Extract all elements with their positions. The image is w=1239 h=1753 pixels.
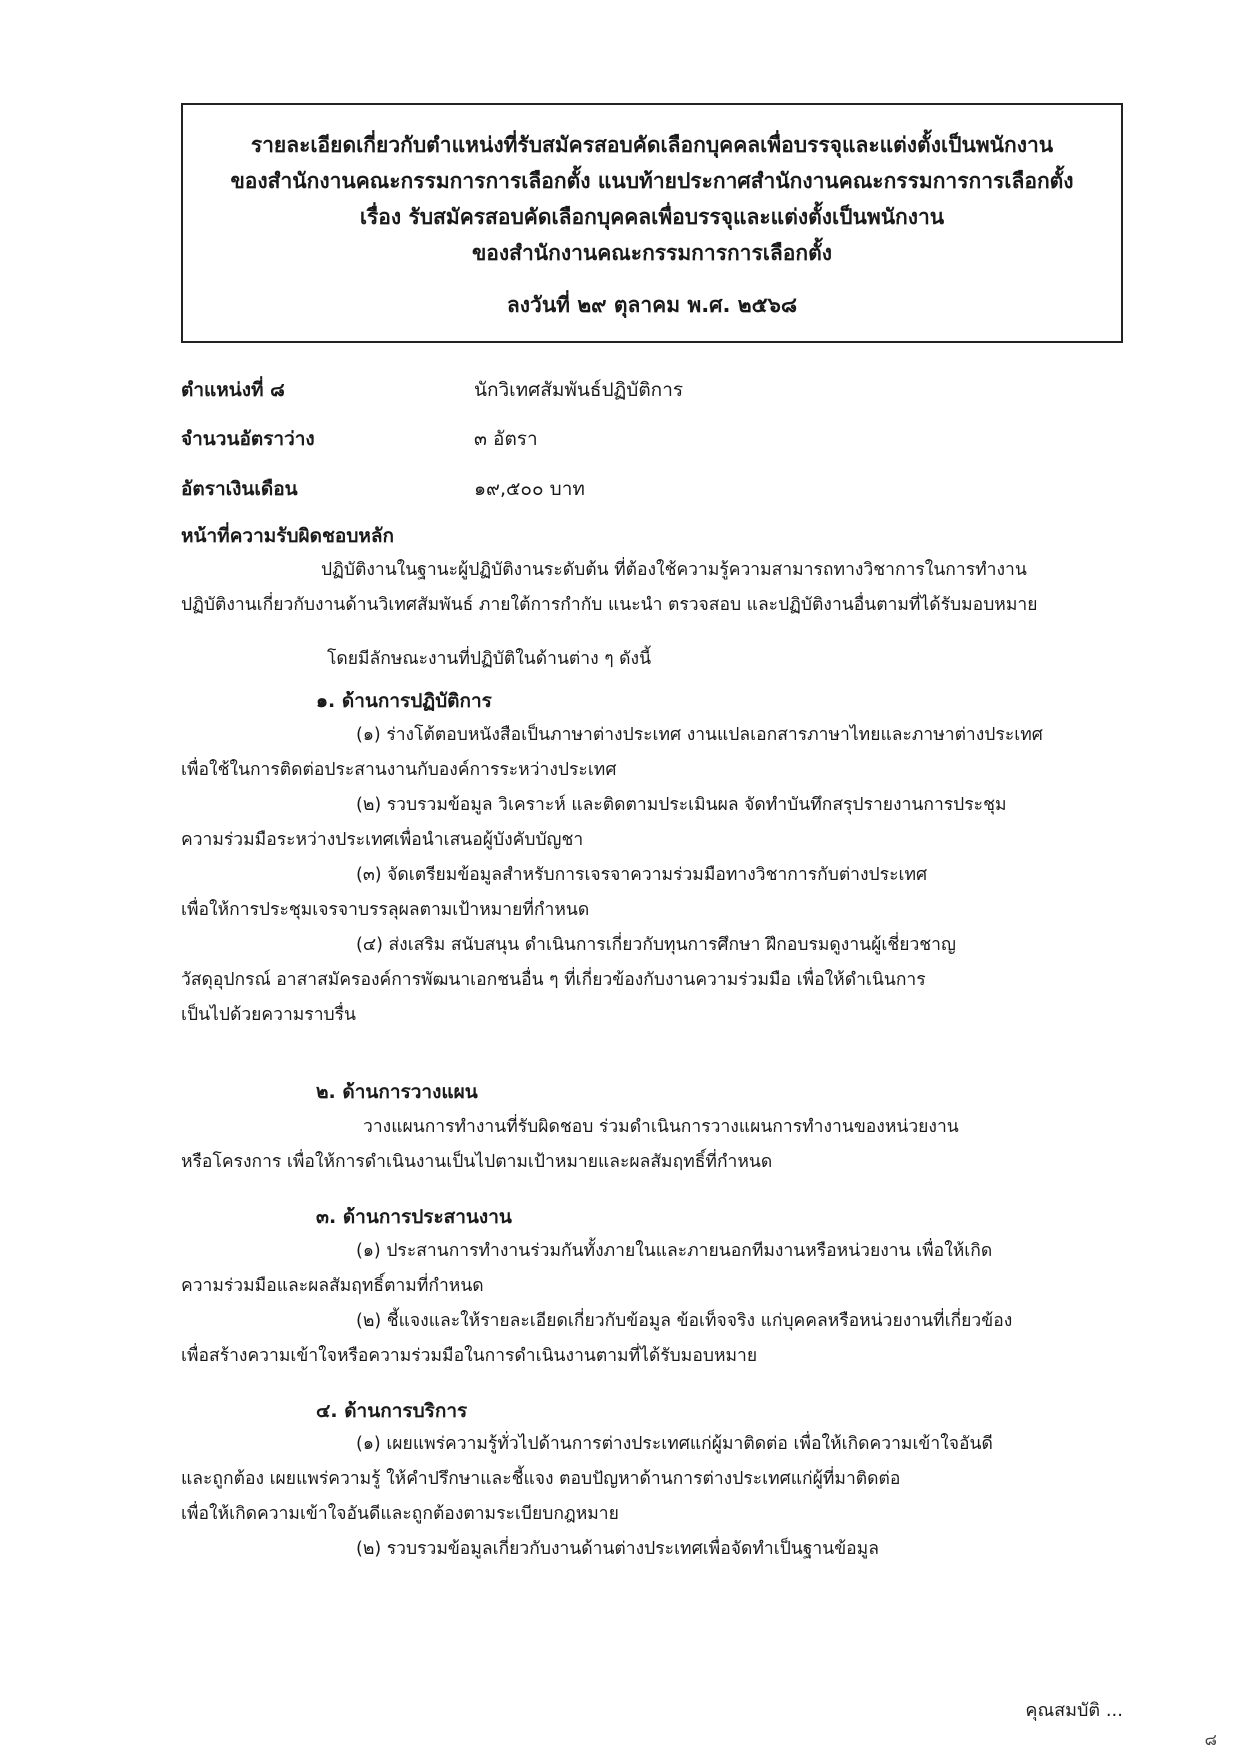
duties-nature-line: โดยมีลักษณะงานที่ปฏิบัติในด้านต่าง ๆ ดังนี้ xyxy=(327,649,652,669)
page-number-mark: ๘ xyxy=(1204,1730,1217,1749)
section-2-body xyxy=(181,1110,1123,1180)
s2-line-2: หรือโครงการ เพื่อให้การดำเนินงานเป็นไปตามเป้าหมายและผลสัมฤทธิ์ที่กำหนด xyxy=(181,1152,773,1172)
salary-value: ๑๙,๕๐๐ บาท xyxy=(474,478,585,500)
s4-item-1-line-1: (๑) เผยแพร่ความรู้ทั่วไปด้านการต่างประเทศแก่ผู้มาติดต่อ เพื่อให้เกิดความเข้าใจอันดี xyxy=(356,1434,993,1454)
s4-item-2-line-1: (๒) รวบรวมข้อมูลเกี่ยวกับงานด้านต่างประเทศเพื่อจัดทำเป็นฐานข้อมูล xyxy=(356,1539,879,1559)
position-label: ตำแหน่งที่ ๘ xyxy=(181,379,285,401)
continued-next-page: คุณสมบัติ ... xyxy=(1025,1700,1123,1721)
s3-item-1-line-2: ความร่วมมือและผลสัมฤทธิ์ตามที่กำหนด xyxy=(181,1276,484,1296)
section-4-title: ๔. ด้านการบริการ xyxy=(316,1400,468,1422)
duties-nature xyxy=(181,642,1123,677)
s1-item-1-line-2: เพื่อใช้ในการติดต่อประสานงานกับองค์การระหว่างประเทศ xyxy=(181,760,617,780)
vacancy-label: จำนวนอัตราว่าง xyxy=(181,428,315,450)
vacancy-value: ๓ อัตรา xyxy=(474,428,538,450)
s2-line-1: วางแผนการทำงานที่รับผิดชอบ ร่วมดำเนินการวางแผนการทำงานของหน่วยงาน xyxy=(363,1117,959,1137)
salary-label: อัตราเงินเดือน xyxy=(181,478,298,500)
s3-item-2-line-1: (๒) ชี้แจงและให้รายละเอียดเกี่ยวกับข้อมูล ข้อเท็จจริง แก่บุคคลหรือหน่วยงานที่เกี่ยวข้อง xyxy=(356,1311,1013,1331)
announcement-date: ลงวันที่ ๒๙ ตุลาคม พ.ศ. ๒๕๖๘ xyxy=(506,293,798,317)
s3-item-1-line-1: (๑) ประสานการทำงานร่วมกันทั้งภายในและภายนอกทีมงานหรือหน่วยงาน เพื่อให้เกิด xyxy=(356,1241,993,1261)
s1-item-2-line-2: ความร่วมมือระหว่างประเทศเพื่อนำเสนอผู้บังคับบัญชา xyxy=(181,830,584,850)
s1-item-3-line-1: (๓) จัดเตรียมข้อมูลสำหรับการเจรจาความร่วมมือทางวิชาการกับต่างประเทศ xyxy=(356,865,928,885)
duties-intro-line-2: ปฏิบัติงานเกี่ยวกับงานด้านวิเทศสัมพันธ์ ภายใต้การกำกับ แนะนำ ตรวจสอบ และปฏิบัติงานอื่นตามที่ได้รับมอบหมาย xyxy=(181,595,1038,615)
duties-intro-line-1: ปฏิบัติงานในฐานะผู้ปฏิบัติงานระดับต้น ที่ต้องใช้ความรู้ความสามารถทางวิชาการในการทำงาน xyxy=(321,560,1027,580)
header-line-2: ของสำนักงานคณะกรรมการการเลือกตั้ง แนบท้ายประกาศสำนักงานคณะกรรมการการเลือกตั้ง xyxy=(230,169,1074,193)
announcement-header-box xyxy=(181,103,1123,343)
section-2-title: ๒. ด้านการวางแผน xyxy=(316,1081,478,1103)
duties-intro xyxy=(181,553,1123,623)
s1-item-2-line-1: (๒) รวบรวมข้อมูล วิเคราะห์ และติดตามประเมินผล จัดทำบันทึกสรุปรายงานการประชุม xyxy=(356,795,1007,815)
s1-item-3-line-2: เพื่อให้การประชุมเจรจาบรรลุผลตามเป้าหมายที่กำหนด xyxy=(181,900,590,920)
section-4-body xyxy=(181,1427,1123,1567)
s1-item-4-line-3: เป็นไปด้วยความราบรื่น xyxy=(181,1005,356,1025)
s4-item-1-line-3: เพื่อให้เกิดความเข้าใจอันดีและถูกต้องตามระเบียบกฎหมาย xyxy=(181,1504,619,1524)
header-line-1: รายละเอียดเกี่ยวกับตำแหน่งที่รับสมัครสอบคัดเลือกบุคคลเพื่อบรรจุและแต่งตั้งเป็นพนักงาน xyxy=(250,133,1054,157)
section-1-title: ๑. ด้านการปฏิบัติการ xyxy=(316,690,492,712)
section-1-body xyxy=(181,718,1123,1033)
s4-item-1-line-2: และถูกต้อง เผยแพร่ความรู้ ให้คำปรึกษาและชี้แจง ตอบปัญหาด้านการต่างประเทศแก่ผู้ที่มาติดต่อ xyxy=(181,1469,901,1489)
position-value: นักวิเทศสัมพันธ์ปฏิบัติการ xyxy=(474,379,684,401)
s1-item-1-line-1: (๑) ร่างโต้ตอบหนังสือเป็นภาษาต่างประเทศ งานแปลเอกสารภาษาไทยและภาษาต่างประเทศ xyxy=(356,725,1043,745)
header-line-4: ของสำนักงานคณะกรรมการการเลือกตั้ง xyxy=(471,241,833,265)
s1-item-4-line-2: วัสดุอุปกรณ์ อาสาสมัครองค์การพัฒนาเอกชนอื่น ๆ ที่เกี่ยวข้องกับงานความร่วมมือ เพื่อให้ดำเนินการ xyxy=(181,970,926,990)
section-3-body xyxy=(181,1234,1123,1374)
section-3-title: ๓. ด้านการประสานงาน xyxy=(316,1206,512,1228)
s3-item-2-line-2: เพื่อสร้างความเข้าใจหรือความร่วมมือในการดำเนินงานตามที่ได้รับมอบหมาย xyxy=(181,1346,758,1366)
duties-heading: หน้าที่ความรับผิดชอบหลัก xyxy=(181,525,395,547)
header-line-3: เรื่อง รับสมัครสอบคัดเลือกบุคคลเพื่อบรรจุและแต่งตั้งเป็นพนักงาน xyxy=(359,205,945,229)
s1-item-4-line-1: (๔) ส่งเสริม สนับสนุน ดำเนินการเกี่ยวกับทุนการศึกษา ฝึกอบรมดูงานผู้เชี่ยวชาญ xyxy=(356,935,956,955)
